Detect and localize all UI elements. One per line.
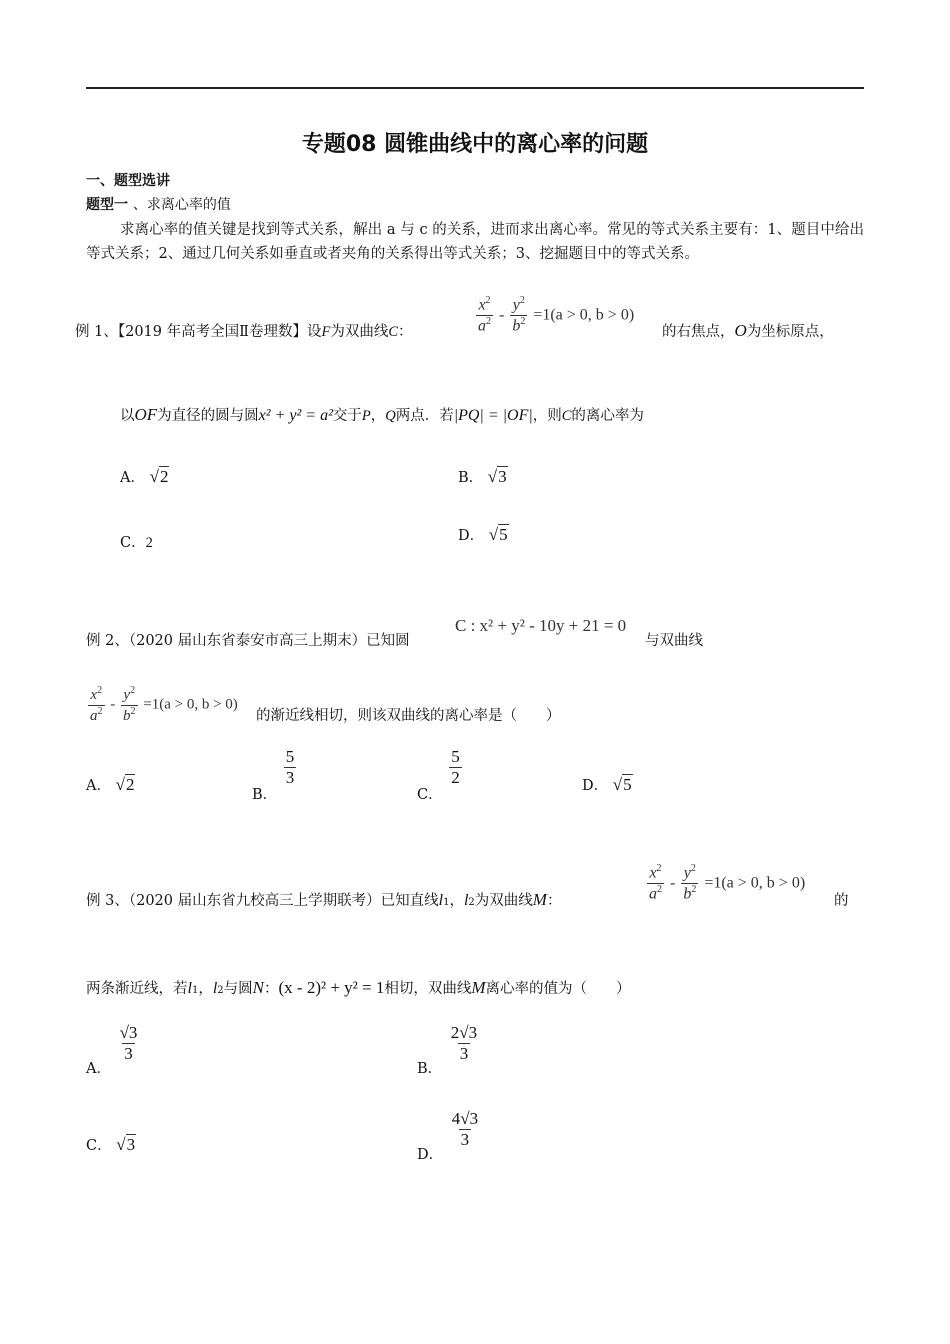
ex3-comma: ，: [449, 893, 464, 909]
ex2-text-c: 的渐近线相切，则该双曲线的离心率是（ ）: [256, 708, 561, 724]
ex1-F: F: [321, 324, 331, 340]
page-title: 专题08 圆锥曲线中的离心率的问题: [301, 132, 649, 157]
ex2-option-c[interactable]: C． $\frac{5}{2}$: [417, 747, 460, 804]
ex3-line2-d: 离心率的值为（ ）: [485, 981, 631, 997]
intro-paragraph: 求离心率的值关键是找到等式关系，解出 a 与 c 的关系，进而求出离心率。常见的等式关系主要有：1、题目中给出等式关系；2、通过几何关系如垂直或者夹角的关系得出等式关系；3、挖掘题目中的等式关系。: [86, 222, 864, 262]
section-heading: 一、题型选讲: [86, 173, 170, 189]
ex3-line2-b: 与圆: [223, 981, 253, 997]
ex3-l1-sub-b: 1: [191, 985, 199, 996]
ex2-hyperbola-eq: $\frac{x^2}{a^2}$ - $\frac{y^2}{b^2}$ =1(a > 0, b > 0): [90, 685, 238, 724]
ex3-l2-sub: 2: [468, 897, 475, 908]
ex3-comma-b: ，: [198, 981, 213, 997]
ex3-text-c: 的: [834, 893, 849, 909]
ex1-O: O: [734, 321, 747, 340]
ex2-text-b: 与双曲线: [645, 633, 703, 649]
ex1-line1: [75, 320, 413, 341]
ex2-option-d[interactable]: D． √5: [582, 775, 632, 794]
ex3-line1: [86, 889, 561, 910]
ex3-l2-b: l: [212, 980, 218, 997]
ex2-text-a: 已知圆: [366, 633, 410, 649]
ex1-line2-d: 两点．若: [395, 408, 454, 424]
ex1-line2-b: 为直径的圆与圆: [157, 408, 259, 424]
ex1-line2-e: ，则: [532, 408, 562, 424]
ex2-source: （2020 届山东省泰安市高三上期末）: [128, 633, 367, 649]
ex3-N: N: [252, 978, 264, 997]
type1-heading: [86, 194, 231, 214]
ex1-P: P: [361, 408, 371, 424]
ex2-option-a[interactable]: A． √2: [86, 775, 135, 794]
header-rule: [86, 87, 864, 89]
ex1-hyperbola-eq: $\frac{x^2}{a^2}$ - $\frac{y^2}{b^2}$ =1(a > 0, b > 0): [478, 295, 635, 335]
ex1-text-c: 的右焦点，: [662, 324, 735, 340]
ex3-option-b[interactable]: B． $\frac{2√3}{3}$: [417, 1023, 478, 1078]
ex3-line2-c: 相切，双曲线: [384, 981, 472, 997]
ex1-Q: Q: [385, 408, 396, 424]
type1-label: 题型一: [86, 197, 133, 213]
ex1-line1-tail: [662, 320, 834, 341]
ex2-option-b[interactable]: B． $\frac{5}{3}$: [252, 747, 295, 804]
ex1-OF: OF: [134, 405, 158, 424]
ex3-hyperbola-eq: $\frac{x^2}{a^2}$ - $\frac{y^2}{b^2}$ =1(a > 0, b > 0): [649, 863, 806, 903]
ex3-prefix: 例 3、: [86, 893, 129, 909]
ex2-line1: [86, 629, 410, 650]
ex3-line2-a: 两条渐近线，若: [86, 981, 188, 997]
ex3-l1-b: l: [187, 980, 192, 997]
ex3-l1: l: [438, 892, 444, 909]
ex3-l2: l: [463, 892, 469, 909]
ex3-circle-eq: (x - 2)² + y² = 1: [278, 978, 385, 997]
ex1-circle-eq: x² + y² = a²: [258, 407, 333, 424]
ex3-option-a[interactable]: A． $\frac{√3}{3}$: [86, 1023, 138, 1078]
ex1-prefix: 例 1、: [75, 324, 118, 340]
ex3-option-c[interactable]: C． √3: [86, 1135, 136, 1154]
ex3-source: （2020 届山东省九校高三上学期联考）: [128, 893, 381, 909]
ex3-colon-b: ：: [264, 981, 279, 997]
ex1-option-a[interactable]: A． √2: [120, 467, 169, 486]
ex1-line2-f: 的离心率为: [571, 408, 644, 424]
ex1-colon: ：: [398, 324, 413, 340]
ex3-text-a: 已知直线: [380, 893, 439, 909]
ex1-option-c[interactable]: C．2: [120, 535, 153, 551]
ex1-C2: C: [561, 408, 572, 424]
ex1-C: C: [388, 324, 398, 340]
ex1-text-d: 为坐标原点，: [746, 324, 834, 340]
ex3-M: M: [532, 890, 547, 909]
ex2-prefix: 例 2、: [86, 633, 129, 649]
ex1-line2-a: 以: [120, 408, 135, 424]
ex1-line2-c: 交于: [332, 408, 362, 424]
ex1-pq-eq: |PQ| = |OF|: [453, 407, 533, 424]
ex2-circle-eq: C : x² + y² - 10y + 21 = 0: [455, 616, 627, 635]
ex1-source: 【2019 年高考全国Ⅱ卷理数】: [117, 324, 307, 340]
ex1-text-b: 为双曲线: [330, 324, 389, 340]
ex3-colon: ：: [546, 893, 562, 909]
ex3-text-b: 为双曲线: [474, 893, 533, 909]
ex3-l2-sub-b: 2: [217, 985, 224, 996]
ex3-line2: [86, 977, 631, 998]
ex3-M2: M: [471, 978, 486, 997]
ex1-option-d[interactable]: D． √5: [458, 525, 508, 544]
type1-text: 、求离心率的值: [132, 197, 231, 213]
ex1-text-a: 设: [306, 324, 322, 340]
ex3-l1-sub: 1: [443, 897, 450, 908]
ex3-option-d[interactable]: D． $\frac{4√3}{3}$: [417, 1109, 479, 1164]
ex1-option-b[interactable]: B． √3: [458, 467, 507, 486]
ex1-comma: ，: [370, 408, 386, 424]
ex1-line2: [120, 404, 644, 425]
